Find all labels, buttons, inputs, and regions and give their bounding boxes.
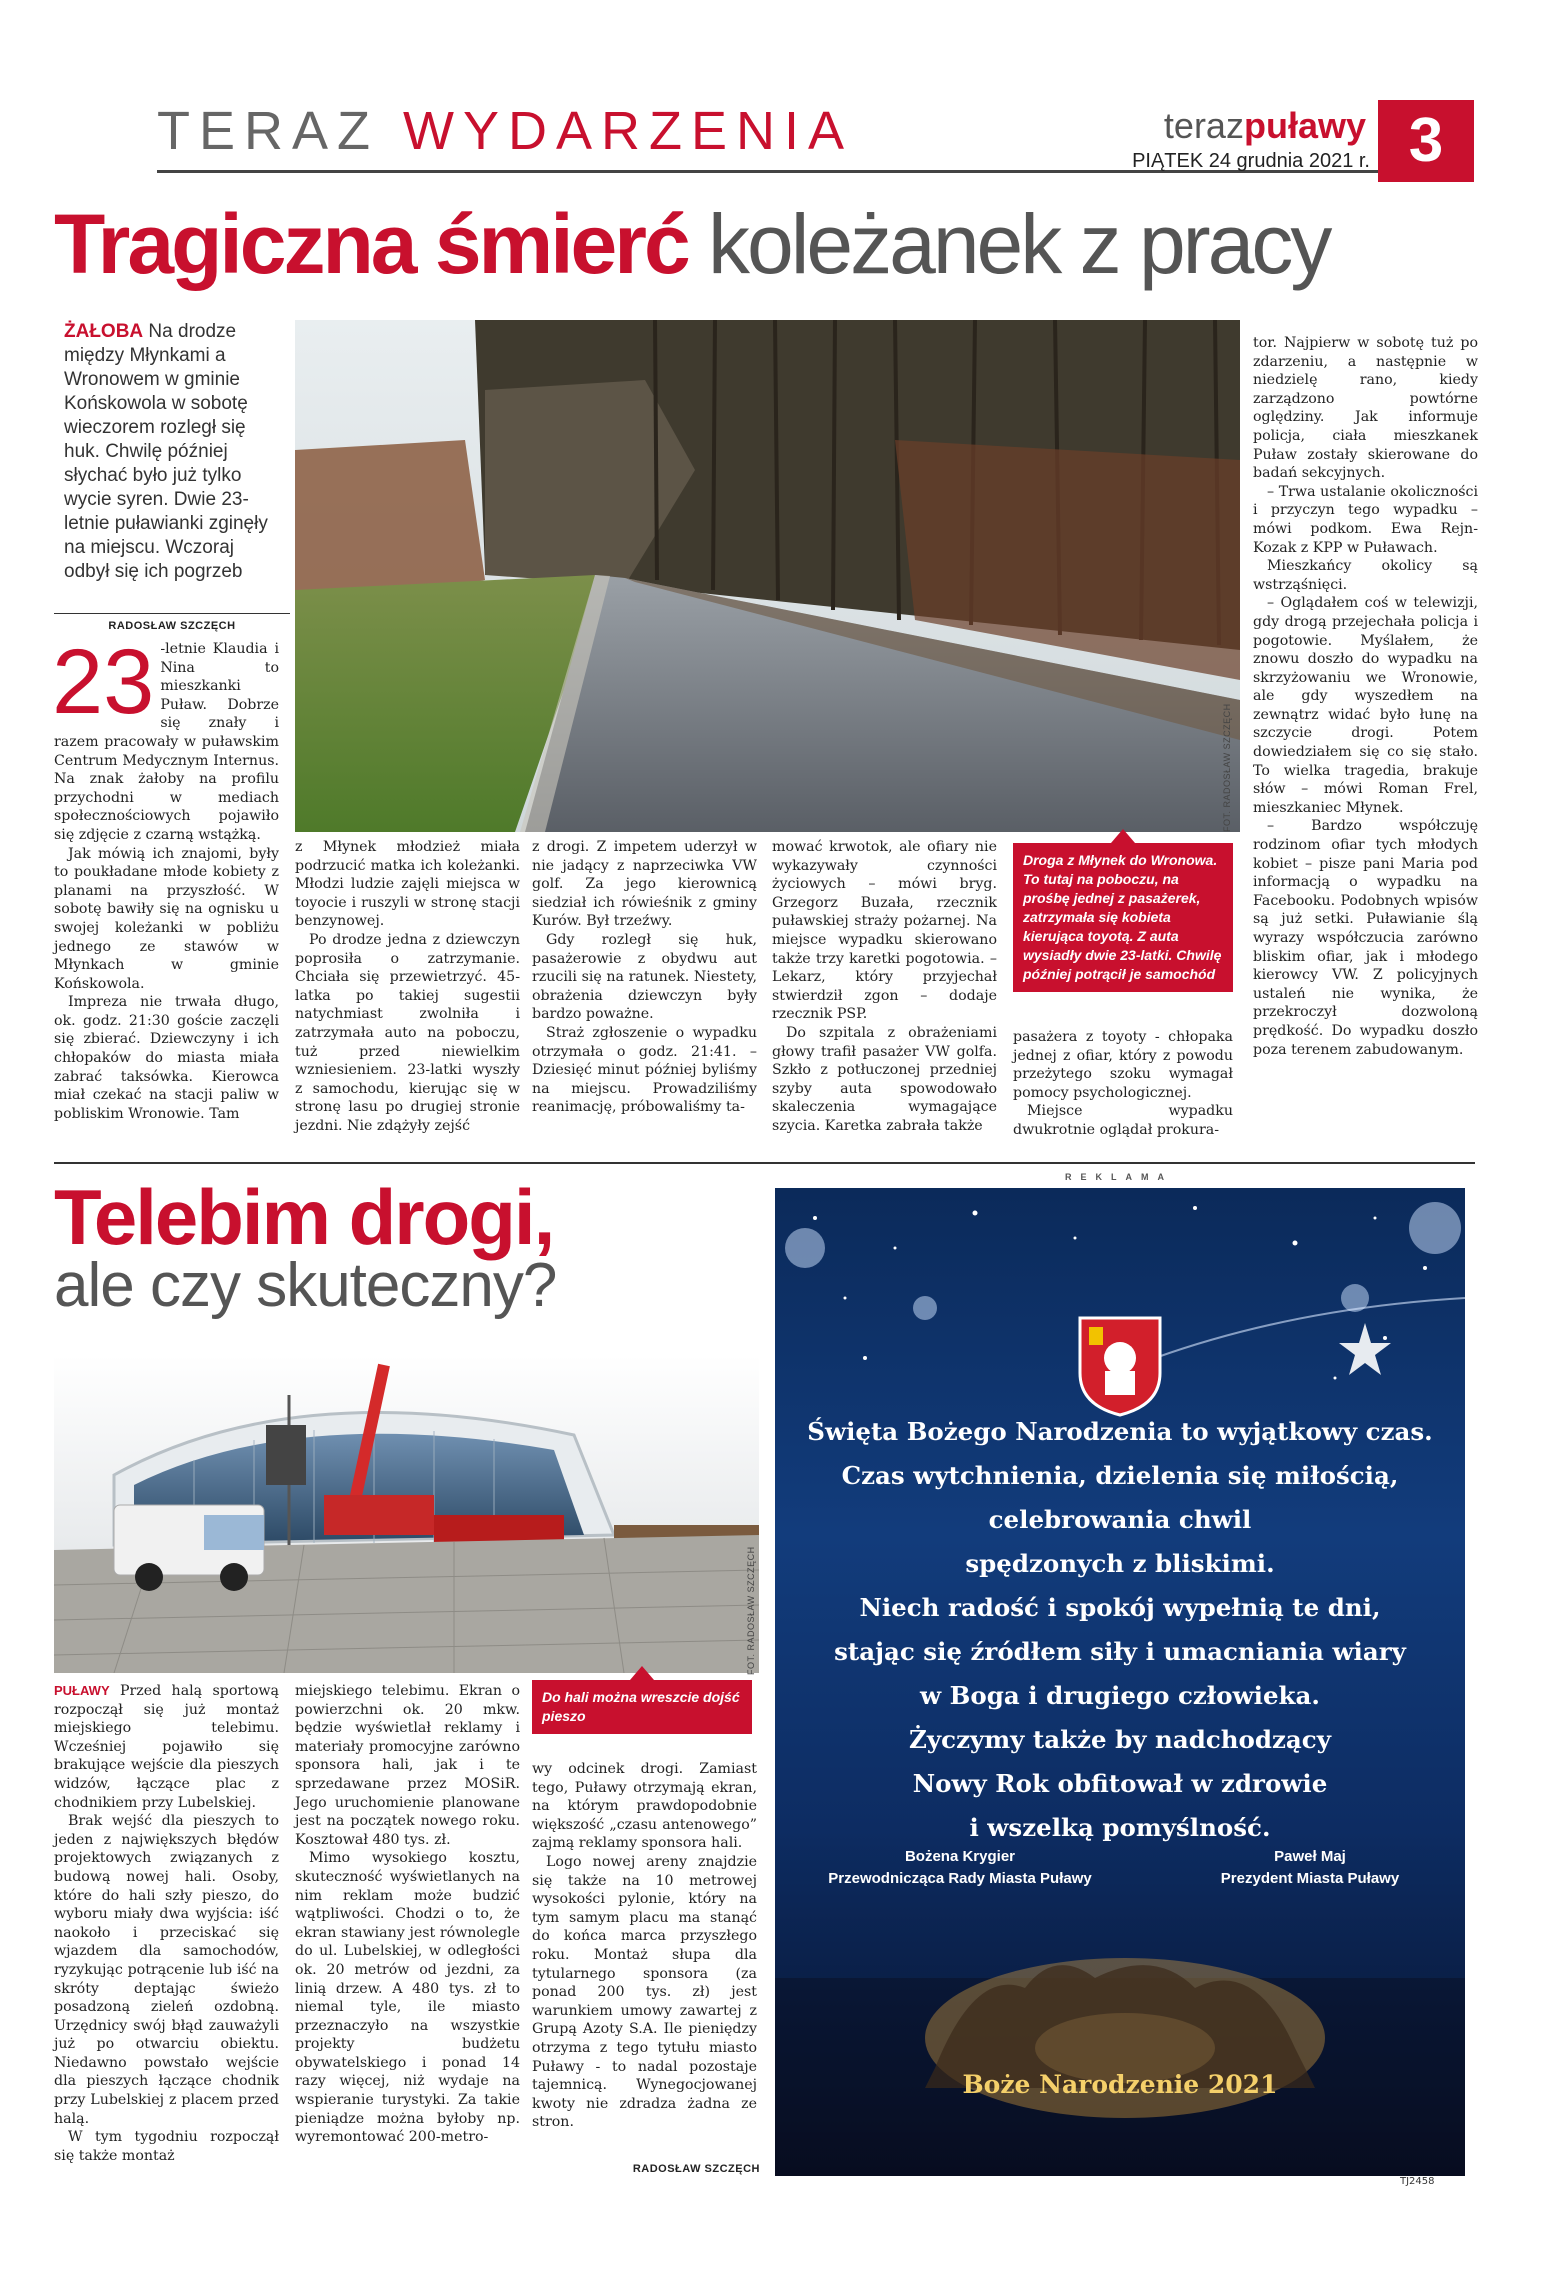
article1-lead: ŻAŁOBA Na drodze między Młynkami a Wronowem w gminie Końskowola w sobotę wieczorem rozległ się huk. Chwilę później słychać było już tylko wycie syren. Dwie 23-letnie puławianki zginęły na miejscu. Wczoraj odbył się ich pogrzeb (64, 321, 268, 582)
article2-headline: Telebim drogi, (54, 1173, 554, 1261)
photo-caption: Droga z Młynek do Wronowa. To tutaj na poboczu, na prośbę jednej z pasażerek, zatrzymała się kobieta kierująca toyotą. Z auta wysiadły dwie 23-latki. Chwilę później potrącił je samochód (1013, 843, 1233, 992)
ad-label: REKLAMA (1065, 1172, 1173, 1182)
signature-1: Bożena Krygier Przewodnicząca Rady Miasta Puławy (828, 1848, 1092, 1887)
signature-2: Paweł Maj Prezydent Miasta Puławy (1220, 1848, 1400, 1887)
article1-headline: Tragiczna śmierć koleżanek z pracy (54, 197, 1330, 291)
photo-credit: FOT. RADOSŁAW SZCZĘCH (1222, 703, 1232, 832)
article2-column-2: miejskiego telebimu. Ekran o powierzchni ok. 20 mkw. będzie wyświetlał reklamy i materiały promocyjne zarówno sponsora hali, jak i te sprzedawane przez MOSiR. Jego uruchomienie planowane jest na początek nowego roku. Kosztował 480 tys. zł. Mimo wysokiego kosztu, skuteczność wyświetlanych na nim reklam może budzić wątpliwości. Chodzi o to, że ekran stawiany jest równolegle do ul. Lubelskiej, w odległości ok. 20 metrów od jezdni, za linią drzew. A 480 tys. zł to niemal tyle, ile miasto przeznaczyło na wszystkie projekty budżetu obywatelskiego i ponad 14 razy więcej, niż wydaje na wspieranie turystyki. Za takie pieniądze można byłoby np. wyremontować 200-metro- (295, 1683, 520, 2146)
section-title: TERAZ WYDARZENIA (157, 101, 854, 161)
issue-date: PIĄTEK 24 grudnia 2021 r. (1132, 150, 1370, 172)
star-icon (1339, 1323, 1391, 1375)
article1-column-3: z drogi. Z impetem uderzył w nie jadący z naprzeciwka VW golf. Za jego kierownicą siedział ich rówieśnik z gminy Kurów. Był trzeźwy. Gdy rozległ się huk, pasażerowie z obydwu aut rzucili się na ratunek. Niestety, obrażenia dziewczyn były bardzo poważne. Straż zgłoszenie o wypadku otrzymała o godz. 21:41. – Dziesięć minut później byliśmy na miejscu. Prowadziliśmy reanimację, próbowaliśmy ta- (532, 839, 757, 1116)
ad-footer: Boże Narodzenie 2021 (962, 2070, 1278, 2099)
page-number: 3 (1378, 100, 1474, 182)
section-separator (54, 1162, 1475, 1164)
article2-kicker: PUŁAWY (54, 1683, 110, 1698)
ad-code: TJ2458 (1400, 2176, 1435, 2187)
christmas-ad (775, 1188, 1465, 2176)
article2-column-3: wy odcinek drogi. Zamiast tego, Puławy otrzymają ekran, na którym prawdopodobnie większość „czasu antenowego” zajmą reklamy sponsora hali. Logo nowej areny znajdzie się także na 10 metrowej wysokości pylonie, który na tym samym placu ma stanąć do końca marca przyszłego roku. Montaż słupa dla tytularnego sponsora (za ponad 200 tys. zł) jest warunkiem umowy zawartej z Grupą Azoty S.A. Ile pieniędzy otrzyma z tego tytułu miasto Puławy - to nadal pozostaje tajemnicą. Wynegocjowanej kwoty nie zdradza żadna ze stron. (532, 1761, 757, 2131)
forest-road-photo (295, 320, 1240, 832)
article1-column-6: tor. Najpierw w sobotę tuż po zdarzeniu, a następnie w niedzielę rano, kiedy zarządzono powtórne oględziny. Jak informuje policja, ciała mieszkanek Puław zostały skierowane do badań sekcyjnych. – Trwa ustalanie okoliczności i przyczyn tego wypadku – mówi podkom. Ewa Rejn-Kozak z KPP w Puławach. Mieszkańcy okolicy są wstrząśnięci. – Oglądałem coś w telewizji, gdy drogą przejechała policja i pogotowie. Myślałem, że znowu doszło do wypadku na skrzyżowaniu we Wronowie, ale gdy wyszedłem na zewnątrz widać było łunę na szczycie drogi. Potem dowiedziałem się co się stało. To wielka tragedia, brakuje słów – mówi Roman Frel, mieszkaniec Młynek. – Bardzo współczuję rodzinom ofiar tych młodych kobiet – pisze pani Maria pod informacją o wypadku na Facebooku. Podobnych wpisów są już setki. Puławianie ślą wyrazy współczucia zarówno bliskim ofiar, jak i młodego kierowcy VW. Z policyjnych ustaleń nie wynika, że przekroczył dozwoloną prędkość. Do wypadku doszło poza terenem zabudowanym. (1253, 335, 1478, 1058)
article1-column-1: 23 -letnie Klaudia i Nina to mieszkanki Puław. Dobrze się znały i razem pracowały w puławskim Centrum Medycznym Internus. Na znak żałoby na profilu przychodni w mediach społecznościowych pojawiło się zdjęcie z czarną wstążką. Jak mówią ich znajomi, były to poukładane młode kobiety z planami na przyszłość. W sobotę bawiły się na ognisku u swojej koleżanki w pobliżu jednego ze stawów w Młynkach w gminie Końskowola. Impreza nie trwała długo, ok. godz. 21:30 goście zaczęli się zbierać. Dziewczyny i ich chłopaków do miasta miała zabrać taksówka. Kierowca miał czekać na stacji paliw w pobliskim Wronowie. Tam (52, 631, 279, 1122)
ad-greeting: Święta Bożego Narodzenia to wyjątkowy czas. Czas wytchnienia, dzielenia się miłością, celebrowania chwil spędzonych z bliskimi. Niech radość i spokój wypełnią te dni, stając się źródłem siły i umacniania wiary w Boga i drugiego człowieka. Życzymy także by nadchodzący Nowy Rok obfitował w zdrowie i wszelką pomyślność. (807, 1417, 1433, 1842)
article1-column-2: z Młynek młodzież miała podrzucić matka ich koleżanki. Młodzi ludzie zajęli miejsca w toyocie i ruszyli w stronę stacji benzynowej. Po drodze jedna z dziewczyn poprosiła o zatrzymanie. Chciała się przewietrzyć. 45-latka po takiej sugestii natychmiast zwolniła i zatrzymała auto na poboczu, tuż przed niewielkim wzniesieniem. 23-latki wyszły z samochodu, kierując się w stronę lasu po drugiej stronie jezdni. Nie zdążyły zejść (295, 839, 520, 1134)
arena-photo (54, 1355, 759, 1673)
coat-of-arms-icon (1075, 1313, 1165, 1417)
article2-subheadline: ale czy skuteczny? (54, 1251, 557, 1320)
article2-byline: RADOSŁAW SZCZĘCH (632, 2163, 760, 2175)
photo-credit: FOT. RADOSŁAW SZCZĘCH (746, 1546, 756, 1675)
article1-kicker: ŻAŁOBA (64, 321, 144, 342)
article1-column-5: pasażera z toyoty - chłopaka jednej z ofiar, który z powodu przeżytego szoku wymagał pomocy psychologicznej. Miejsce wypadku dwukrotnie oglądał prokura- (1013, 1029, 1233, 1138)
article1-byline: RADOSŁAW SZCZĘCH (108, 620, 236, 632)
article2-column-1: PUŁAWY Przed halą sportową rozpoczął się już montaż miejskiego telebimu. Wcześniej pojawiło się brakujące wejście dla pieszych widzów, łączące plac z chodnikiem przy Lubelskiej. Brak wejść dla pieszych to jeden z największych błędów projektowych związanych z budową nowej hali. Osoby, które do hali szły pieszo, do wyboru miały dwa wyjścia: iść naokoło i przeciskać się wjazdem dla samochodów, ryzykując potrącenie lub iść na skróty deptając świeżo posadzoną zieleń ozdobną. Urzędnicy swój błąd zauważyli już po otwarciu obiektu. Niedawno powstało wejście dla pieszych łączące chodnik przy Lubelskiej z placem przed halą. W tym tygodniu rozpoczął się także montaż (54, 1683, 279, 2164)
article1-column-4: mować krwotok, ale ofiary nie wykazywały czynności życiowych – mówi bryg. Grzegorz Buzała, rzecznik puławskiej straży pożarnej. Na miejsce wypadku skierowano także trzy karetki pogotowia. – Lekarz, który przyjechał stwierdził zgon – dodaje rzecznik PSP. Do szpitala z obrażeniami głowy trafił pasażer VW golfa. Szkło z potłuczonej przedniej szyby auta spowodowało skaleczenia wymagające szycia. Karetka zabrała także (772, 839, 997, 1134)
dropcap: 23 (52, 631, 155, 733)
divider (54, 613, 290, 614)
brand-logo: terazpuławy (1163, 105, 1366, 146)
photo-caption: Do hali można wreszcie dojść pieszo (532, 1680, 752, 1734)
